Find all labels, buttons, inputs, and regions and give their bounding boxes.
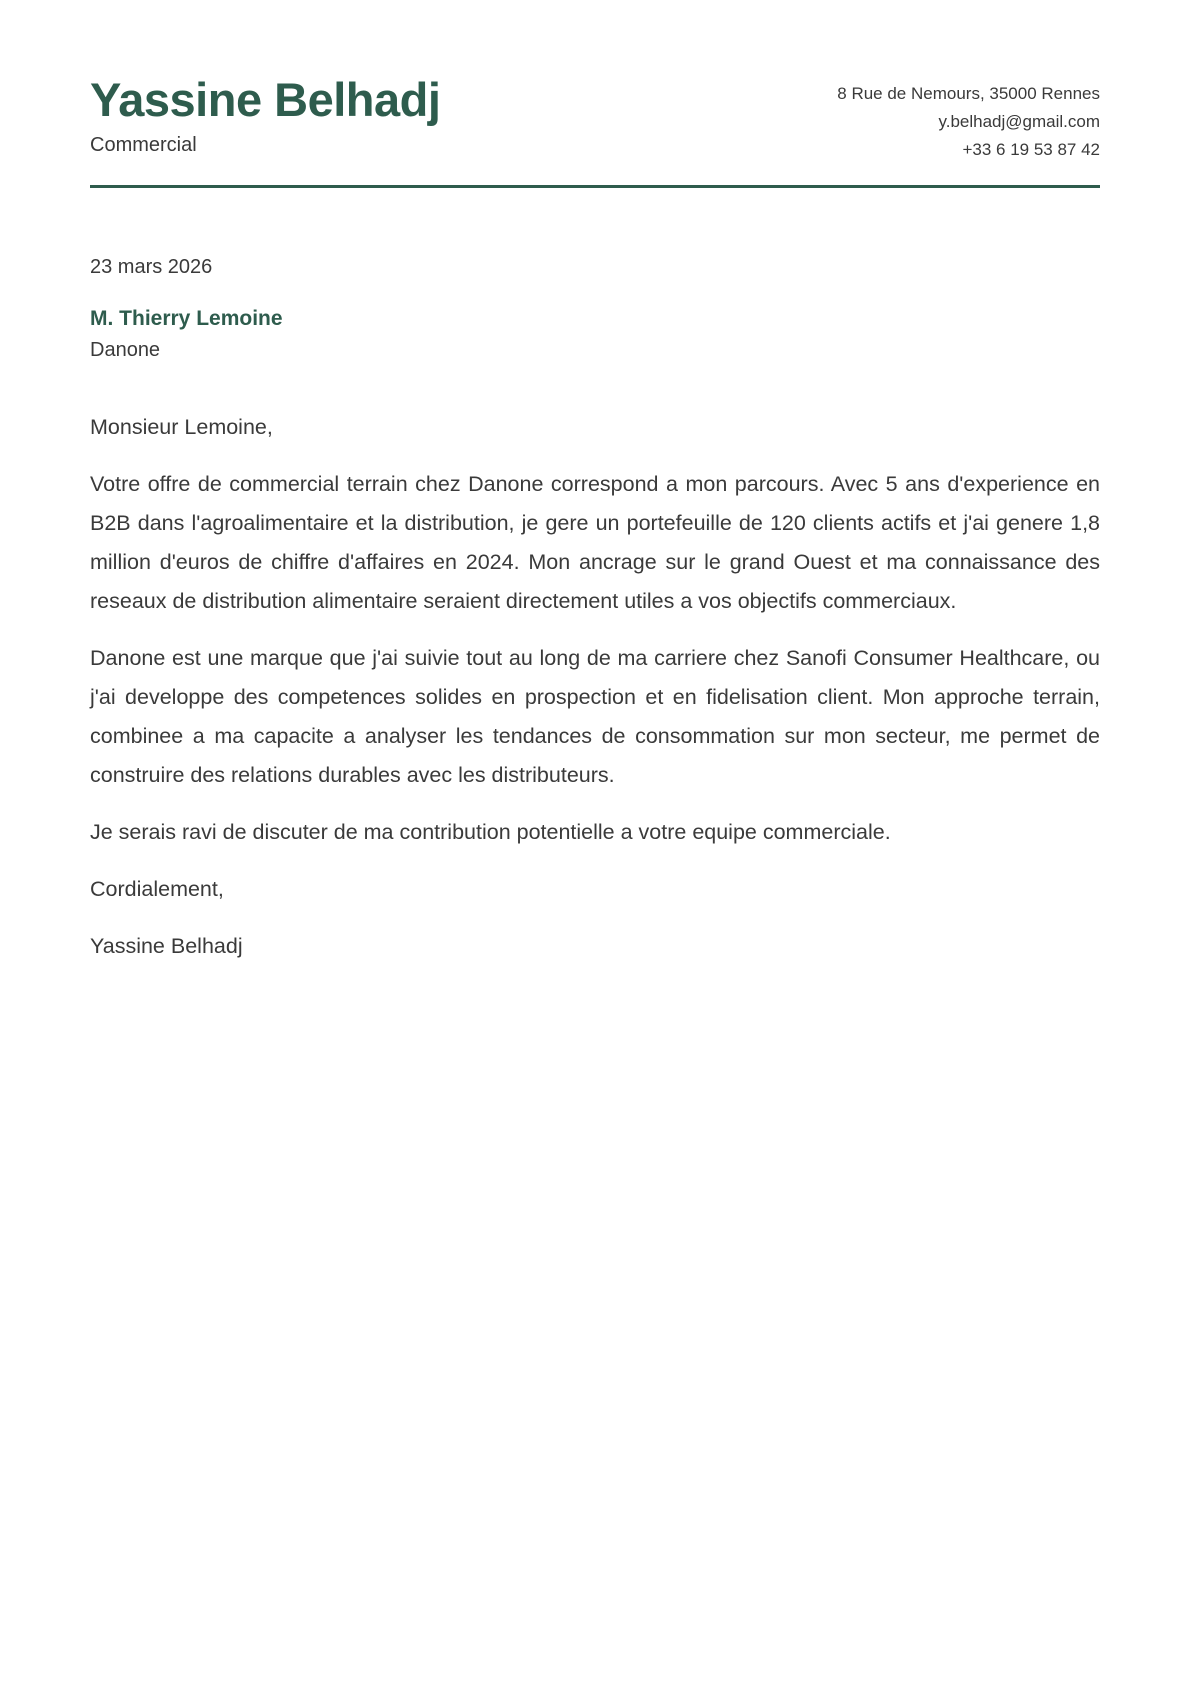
salutation: Monsieur Lemoine,	[90, 415, 273, 439]
contact-email: y.belhadj@gmail.com	[938, 112, 1100, 131]
signature-name: Yassine Belhadj	[90, 934, 243, 958]
recipient-block	[90, 305, 1100, 364]
applicant-job-title: Commercial	[90, 134, 197, 157]
recipient-company: Danone	[90, 339, 161, 361]
body-paragraph-3: Je serais ravi de discuter de ma contribution potentielle a votre equipe commerciale.	[90, 820, 891, 844]
applicant-name: Yassine Belhadj	[90, 73, 441, 126]
body-paragraph-2: Danone est une marque que j'ai suivie tout au long de ma carriere chez Sanofi Consumer Healthcare, ou j'ai developpe des competences solides en prospection et en fidelisation client. Mon approche terrain, combinee a ma capacite a analyser les tendances de consommation sur mon secteur, me permet de construire des relations durables avec les distributeurs.	[90, 646, 1100, 787]
applicant-identity	[90, 72, 440, 159]
contact-address: 8 Rue de Nemours, 35000 Rennes	[837, 84, 1100, 103]
letter-body	[90, 408, 1100, 966]
header-divider	[90, 185, 1100, 188]
letter-header	[90, 72, 1100, 164]
letter-content	[90, 254, 1100, 966]
closing-phrase: Cordialement,	[90, 877, 224, 901]
body-paragraph-1: Votre offre de commercial terrain chez Danone correspond a mon parcours. Avec 5 ans d'experience en B2B dans l'agroalimentaire et la distribution, je gere un portefeuille de 120 clients actifs et j'ai genere 1,8 million d'euros de chiffre d'affaires en 2024. Mon ancrage sur le grand Ouest et ma connaissance des reseaux de distribution alimentaire seraient directement utiles a vos objectifs commerciaux.	[90, 472, 1100, 613]
contact-phone: +33 6 19 53 87 42	[962, 140, 1100, 159]
contact-info	[837, 72, 1100, 164]
letter-date: 23 mars 2026	[90, 256, 213, 278]
recipient-name: M. Thierry Lemoine	[90, 307, 283, 330]
